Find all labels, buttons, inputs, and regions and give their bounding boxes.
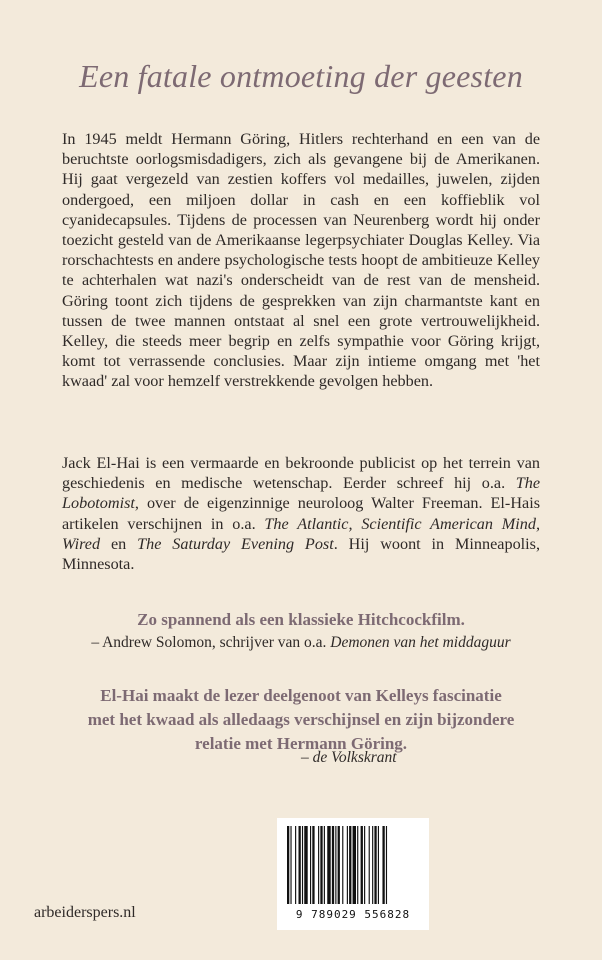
review-attribution-1 bbox=[0, 634, 602, 652]
summary-paragraph: In 1945 meldt Hermann Göring, Hitlers rechterhand en een van de beruchtste oorlogsmisdadigers, zich als gevangene bij de Amerikanen. Hij gaat vergezeld van zestien koffers vol medailles, juwelen, zijden ondergoed, een miljoen dollar in cash en een koffieblik vol cyanidecapsules. Tijdens de processen van Neurenberg wordt hij onder toezicht gesteld van de Amerikaanse legerpsychiater Douglas Kelley. Via rorschachtests en andere psychologische tests hoopt de ambitieuze Kelley te achterhalen wat nazi's onderscheidt van de rest van de mensheid. Göring toont zich tijdens de gesprekken van zijn charmantste kant en tussen de twee mannen ontstaat al snel een grote vertrouwelijkheid. Kelley, die steeds meer begrip en zelfs sympathie voor Göring krijgt, komt tot verrassende conclusies. Maar zijn intieme omgang met 'het kwaad' zal voor hemzelf verstrekkende gevolgen hebben. bbox=[62, 130, 540, 391]
quote-line: relatie met Hermann Göring. bbox=[194, 734, 408, 753]
bio-text: Jack El-Hai is een vermaarde en bekroonde publicist op het terrein van geschiedenis en medische wetenschap. Eerder schreef hij o.a. bbox=[62, 454, 540, 493]
isbn-barcode bbox=[277, 818, 429, 930]
isbn-number: 9 789029 556828 bbox=[295, 908, 411, 921]
bio-magazines: The Atlantic, Scientific American Mind, Wired bbox=[62, 514, 541, 553]
publisher-website: arbeiderspers.nl bbox=[34, 904, 136, 921]
attribution-prefix: – Andrew Solomon, schrijver van o.a. bbox=[91, 634, 331, 651]
quote-line: met het kwaad als alledaags verschijnsel en zijn bijzondere bbox=[87, 710, 515, 729]
review-quote-1: Zo spannend als een klassieke Hitchcockfilm. bbox=[137, 610, 465, 629]
book-summary bbox=[62, 129, 540, 392]
bio-text: en bbox=[100, 534, 138, 553]
quote-line: El-Hai maakt de lezer deelgenoot van Kelleys fascinatie bbox=[100, 686, 502, 705]
author-bio bbox=[62, 453, 540, 574]
bio-book-title: The Lobotomist bbox=[62, 474, 540, 513]
bio-text: , over de eigenzinnige neuroloog Walter Freeman. El-Hais artikelen verschijnen in o.a. bbox=[62, 494, 540, 533]
bio-text: . Hij woont in Minneapolis, Minnesota. bbox=[62, 534, 541, 574]
book-title: Een fatale ontmoeting der geesten bbox=[79, 58, 523, 94]
review-attribution-2: – de Volkskrant bbox=[301, 749, 397, 766]
bio-magazine: The Saturday Evening Post bbox=[137, 534, 334, 553]
barcode-bars bbox=[285, 826, 421, 906]
review-quote-2 bbox=[0, 684, 602, 756]
attribution-work: Demonen van het middaguur bbox=[330, 634, 511, 651]
